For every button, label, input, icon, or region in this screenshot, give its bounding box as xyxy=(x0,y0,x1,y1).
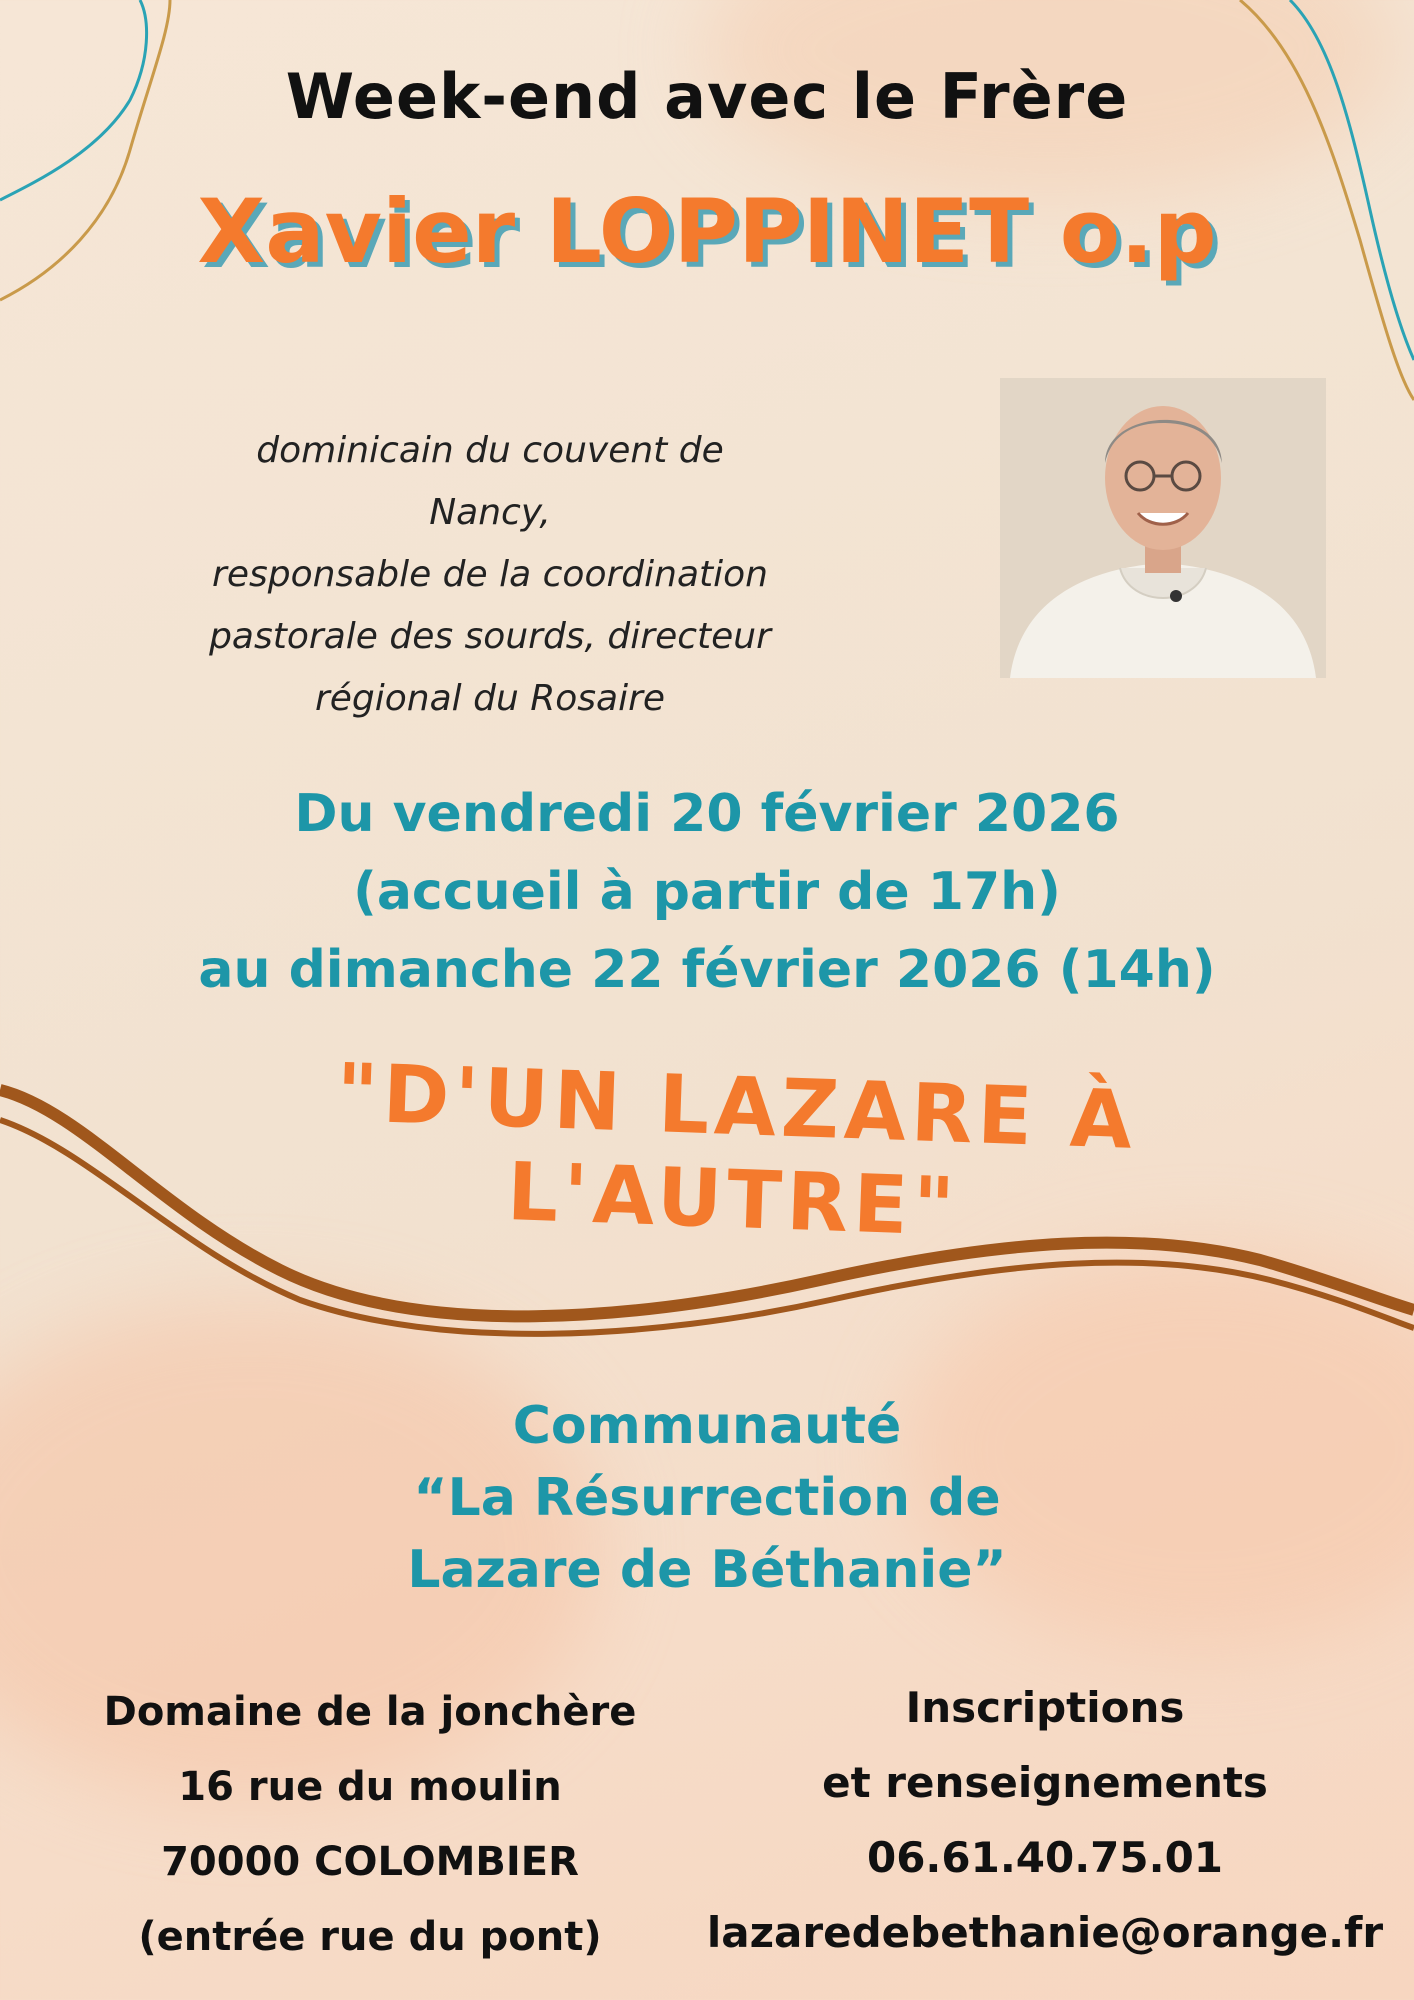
email-address: lazaredebethanie@orange.fr xyxy=(706,1908,1384,1957)
bio-line: dominicain du couvent de Nancy, xyxy=(256,430,724,533)
community-line: Lazare de Béthanie” xyxy=(407,1540,1007,1600)
contact-line: et renseignements xyxy=(822,1758,1268,1807)
bio-line: pastorale des sourds, directeur xyxy=(209,616,771,657)
venue-address xyxy=(70,1675,670,1975)
date-line: Du vendredi 20 février 2026 xyxy=(294,784,1120,844)
speaker-bio xyxy=(200,420,780,730)
contact-line: Inscriptions xyxy=(905,1683,1185,1732)
event-dates xyxy=(0,775,1414,1009)
speaker-name: Xavier LOPPINET o.p xyxy=(197,180,1217,283)
event-title: Week-end avec le Frère xyxy=(285,60,1129,133)
address-line: (entrée rue du pont) xyxy=(138,1914,602,1960)
date-line: (accueil à partir de 17h) xyxy=(353,862,1061,922)
phone-number: 06.61.40.75.01 xyxy=(866,1833,1224,1882)
bio-line: régional du Rosaire xyxy=(314,678,666,719)
bio-line: responsable de la coordination xyxy=(212,554,768,595)
community-name xyxy=(0,1390,1414,1606)
date-line: au dimanche 22 février 2026 (14h) xyxy=(198,940,1216,1000)
address-line: Domaine de la jonchère xyxy=(103,1689,637,1735)
portrait-photo-icon xyxy=(1000,378,1326,678)
registration-contact xyxy=(700,1670,1390,1970)
community-line: Communauté xyxy=(512,1396,902,1456)
address-line: 70000 COLOMBIER xyxy=(161,1839,579,1885)
event-slogan: "D'UN LAZARE À L'AUTRE" xyxy=(334,1046,1139,1254)
speaker-portrait xyxy=(1000,378,1326,678)
address-line: 16 rue du moulin xyxy=(178,1764,562,1810)
community-line: “La Résurrection de xyxy=(413,1468,1001,1528)
